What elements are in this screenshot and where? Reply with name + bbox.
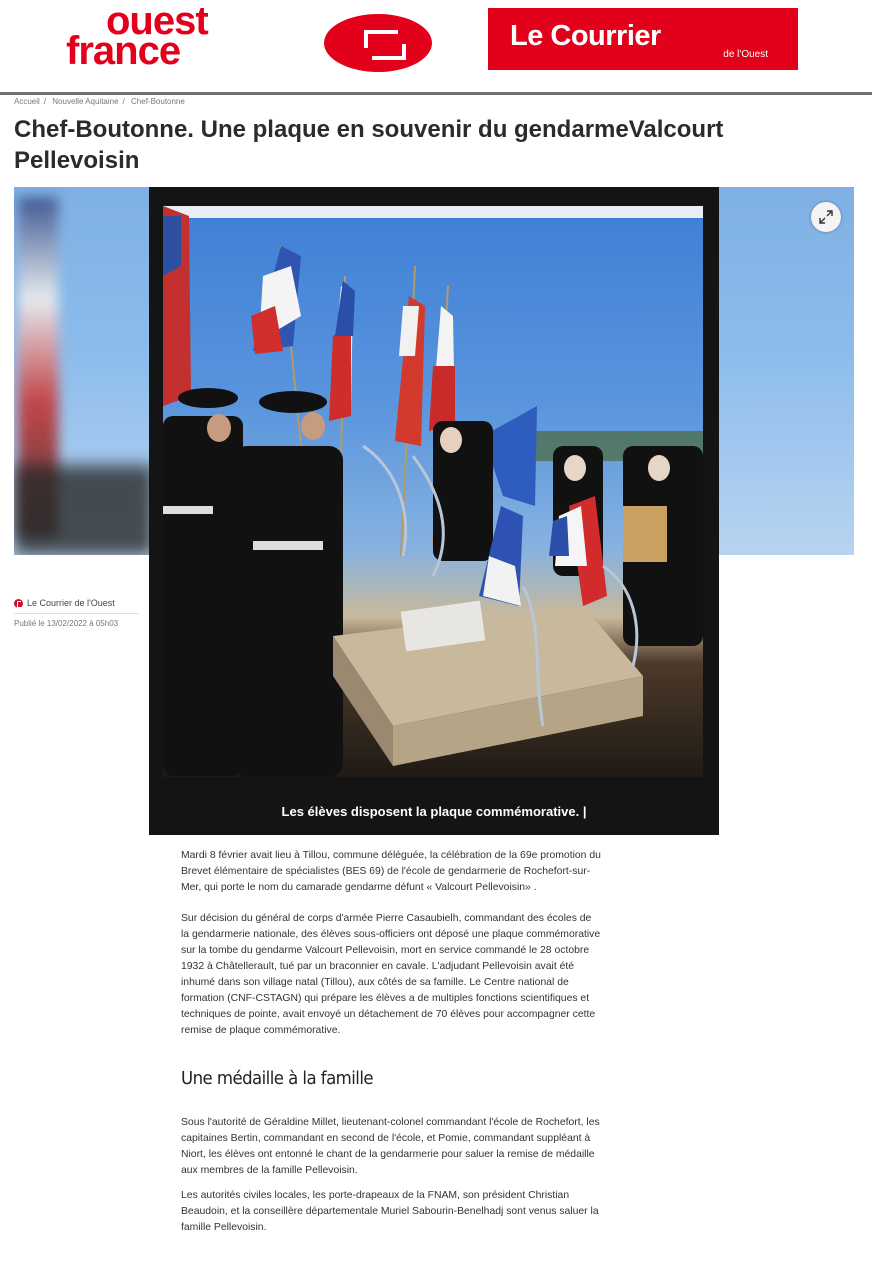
expand-button[interactable] [811, 202, 841, 232]
ouest-france-wordmark [66, 0, 208, 73]
article-paragraph-4: Les autorités civiles locales, les porte-drapeaux de la FNAM, son président Christian Beaudoin, et la conseillère départementale Muriel Sabourin-Benelhadj sont venus saluer la famille Pellevoisin. [181, 1190, 599, 1233]
image-lightbox[interactable] [149, 187, 719, 835]
lightbox-photo [163, 206, 703, 777]
ouest-france-mark-icon [324, 14, 432, 72]
expand-icon [818, 209, 834, 225]
courrier-logo-icon [14, 599, 23, 608]
breadcrumb-town[interactable]: Chef-Boutonne [131, 97, 185, 106]
breadcrumb-separator: / [43, 97, 47, 106]
article-paragraph-3: Sous l'autorité de Géraldine Millet, lieutenant-colonel commandant l'école de Rochefort, les capitaines Bertin, commandant en second de l'école, et Pomie, commandant suppléant à Niort, les élèves ont entonné le chant de la gendarmerie pour saluer la remise de médaille aux membres de la famille Pellevoisin. [181, 1117, 600, 1176]
ouest-france-line2: france [66, 29, 181, 73]
ouest-france-line1: ouest [106, 0, 208, 43]
courrier-logo-sub: de l'Ouest [723, 49, 768, 60]
hero-people-blur [14, 465, 154, 555]
courrier-logo-main: Le Courrier [510, 20, 661, 52]
breadcrumb-home[interactable]: Accueil [14, 97, 40, 106]
ouest-france-logo[interactable] [66, 0, 438, 80]
breadcrumb-region[interactable]: Nouvelle Aquitaine [52, 97, 119, 106]
article-subheading: Une médaille à la famille [181, 1068, 374, 1089]
meta-divider [14, 613, 139, 614]
page-title: Chef-Boutonne. Une plaque en souvenir du gendarmeValcourt Pellevoisin [14, 116, 724, 174]
courrier-logo[interactable] [488, 8, 798, 70]
site-header [0, 0, 872, 93]
article-source[interactable] [14, 598, 144, 608]
ceremony-photo-illustration [163, 206, 703, 777]
lightbox-caption: Les élèves disposent la plaque commémorative. | [281, 804, 587, 819]
header-divider [0, 92, 872, 95]
breadcrumb [14, 97, 185, 106]
publish-date: Publié le 13/02/2022 à 05h03 [14, 619, 119, 628]
article-meta [14, 598, 144, 628]
article-paragraph-2: Sur décision du général de corps d'armée Pierre Casaubielh, commandant des écoles de la gendarmerie nationale, des élèves sous-officiers ont déposé une plaque commémorative sur la tombe du gendarme Valcourt Pellevoisin, mort en service commandé le 28 octobre 1932 à Châtellerault, tué par un braconnier en cavale. L'adjudant Pellevoisin avait été inhumé dans son village natal (Tillou), aux côtés de sa famille. Le Centre national de formation (CNF-CSTAGN) qui prépare les élèves a de multiples fonctions scientifiques et techniques de pointe, avait envoyé un détachement de 70 élèves pour accompagner cette remise de plaque commémorative. [181, 913, 601, 1036]
article-paragraph-1: Mardi 8 février avait lieu à Tillou, commune déléguée, la célébration de la 69e promotion du Brevet élémentaire de spécialistes (BES 69) de l'école de gendarmerie de Rochefort-sur-Mer, qui porte le nom du camarade gendarme défunt « Valcourt Pellevoisin» . [181, 850, 601, 893]
article-body [181, 848, 601, 1251]
breadcrumb-separator: / [122, 97, 125, 106]
source-name: Le Courrier de l'Ouest [27, 598, 115, 608]
